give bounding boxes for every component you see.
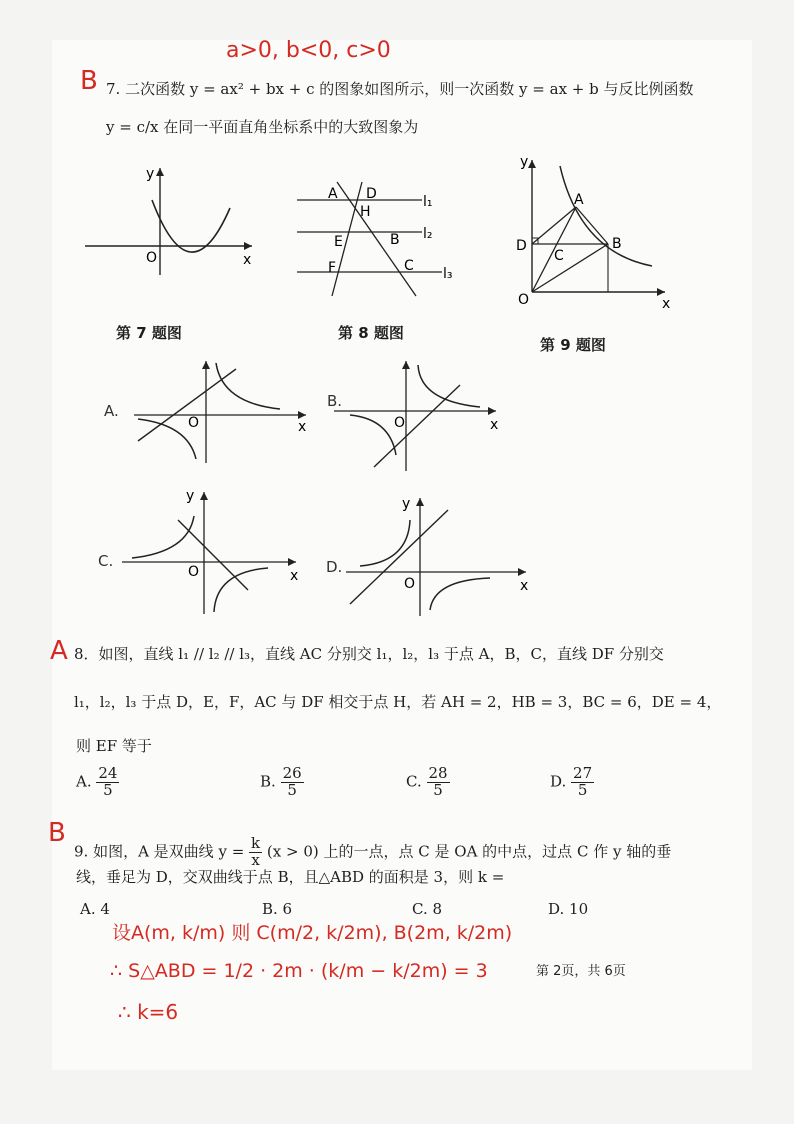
q7-option-c-label: C.	[98, 552, 114, 570]
fig9-point-c: C	[554, 248, 564, 264]
q7-option-d-graph	[340, 492, 540, 618]
q7-option-d-label: D.	[326, 558, 343, 576]
q7b-origin: O	[394, 415, 406, 431]
q8-option-c: C. $\frac{28}{5}$	[406, 764, 448, 799]
q7-line2: y = c/x 在同一平面直角坐标系中的大致图象为	[106, 118, 419, 136]
fig8-point-f: F	[328, 260, 337, 276]
handwritten-work-line1: 设A(m, k/m) 则 C(m/2, k/2m), B(2m, k/2m)	[112, 922, 513, 944]
q8-line1: 8．如图，直线 l₁ // l₂ // l₃，直线 AC 分别交 l₁，l₂，l₃ 于点 A，B，C，直线 DF 分别交	[74, 645, 664, 663]
fig8-point-e: E	[334, 234, 343, 250]
fig7-origin: O	[146, 250, 158, 266]
q7-option-a-label: A.	[104, 402, 119, 420]
handwritten-work-line2: ∴ S△ABD = 1/2 · 2m · (k/m − k/2m) = 3	[110, 960, 488, 982]
fig9-origin: O	[518, 292, 530, 308]
q7d-origin: O	[404, 576, 416, 592]
fig8-caption: 第 8 题图	[338, 324, 404, 342]
q8-line2: l₁，l₂，l₃ 于点 D，E，F，AC 与 DF 相交于点 H，若 AH = 2，HB = 3，BC = 6，DE = 4，	[74, 693, 722, 711]
q9-option-c: C. 8	[412, 900, 443, 918]
q7d-axis-y: y	[402, 496, 411, 512]
q7c-axis-x: x	[290, 568, 299, 584]
fig9-point-d: D	[516, 238, 527, 254]
q7-option-b-graph	[330, 355, 510, 477]
fig7-caption: 第 7 题图	[116, 324, 182, 342]
q7c-origin: O	[188, 564, 200, 580]
fig9-axis-y: y	[520, 154, 529, 170]
fig9-point-b: B	[612, 236, 622, 252]
fig9-caption: 第 9 题图	[540, 336, 606, 354]
figure-9	[510, 152, 680, 312]
q7c-axis-y: y	[186, 488, 195, 504]
q7-option-b-label: B.	[327, 392, 343, 410]
q7-option-a-graph	[130, 355, 320, 467]
fig8-line-l3: l₃	[443, 266, 453, 282]
q8-option-a: A. $\frac{24}{5}$	[76, 764, 118, 799]
q7-option-c-graph	[118, 486, 308, 618]
fig8-line-l2: l₂	[423, 226, 433, 242]
handwritten-note: a>0, b<0, c>0	[226, 38, 391, 63]
q9-option-a: A. 4	[80, 900, 110, 918]
fig8-point-b: B	[390, 232, 400, 248]
fig8-point-h: H	[360, 204, 371, 220]
q8-option-b: B. $\frac{26}{5}$	[260, 764, 302, 799]
fig8-point-c: C	[404, 258, 414, 274]
q9-option-d: D. 10	[548, 900, 589, 918]
fig7-axis-x: x	[243, 252, 252, 268]
handwritten-work-line3: ∴ k=6	[118, 1000, 179, 1024]
q8-line3: 则 EF 等于	[76, 737, 152, 755]
q9-line2: 线，垂足为 D，交双曲线于点 B，且△ABD 的面积是 3，则 k =	[76, 868, 505, 886]
figure-7	[80, 160, 260, 280]
q7b-axis-x: x	[490, 417, 499, 433]
answer-mark-q8: A	[50, 636, 68, 666]
fig8-line-l1: l₁	[423, 194, 433, 210]
answer-mark-q9: B	[48, 818, 66, 848]
fig9-axis-x: x	[662, 296, 671, 312]
fig8-point-d: D	[366, 186, 377, 202]
figure-8	[292, 180, 462, 300]
fig9-point-a: A	[574, 192, 584, 208]
q7a-origin: O	[188, 415, 200, 431]
q9-line1: 9. 如图，A 是双曲线 y = $\frac{k}{x}$ (x > 0) 上的一点，点 C 是 OA 的中点，过点 C 作 y 轴的垂	[74, 834, 672, 869]
page-footer: 第 2页，共 6页	[536, 964, 626, 979]
q7a-axis-x: x	[298, 419, 307, 435]
q7d-axis-x: x	[520, 578, 529, 594]
answer-mark-q7: B	[80, 66, 98, 96]
q9-option-b: B. 6	[262, 900, 293, 918]
fig7-axis-y: y	[146, 166, 155, 182]
q8-option-d: D. $\frac{27}{5}$	[550, 764, 593, 799]
fig8-point-a: A	[328, 186, 338, 202]
q7-line1: 7. 二次函数 y = ax² + bx + c 的图象如图所示，则一次函数 y = ax + b 与反比例函数	[106, 80, 694, 98]
